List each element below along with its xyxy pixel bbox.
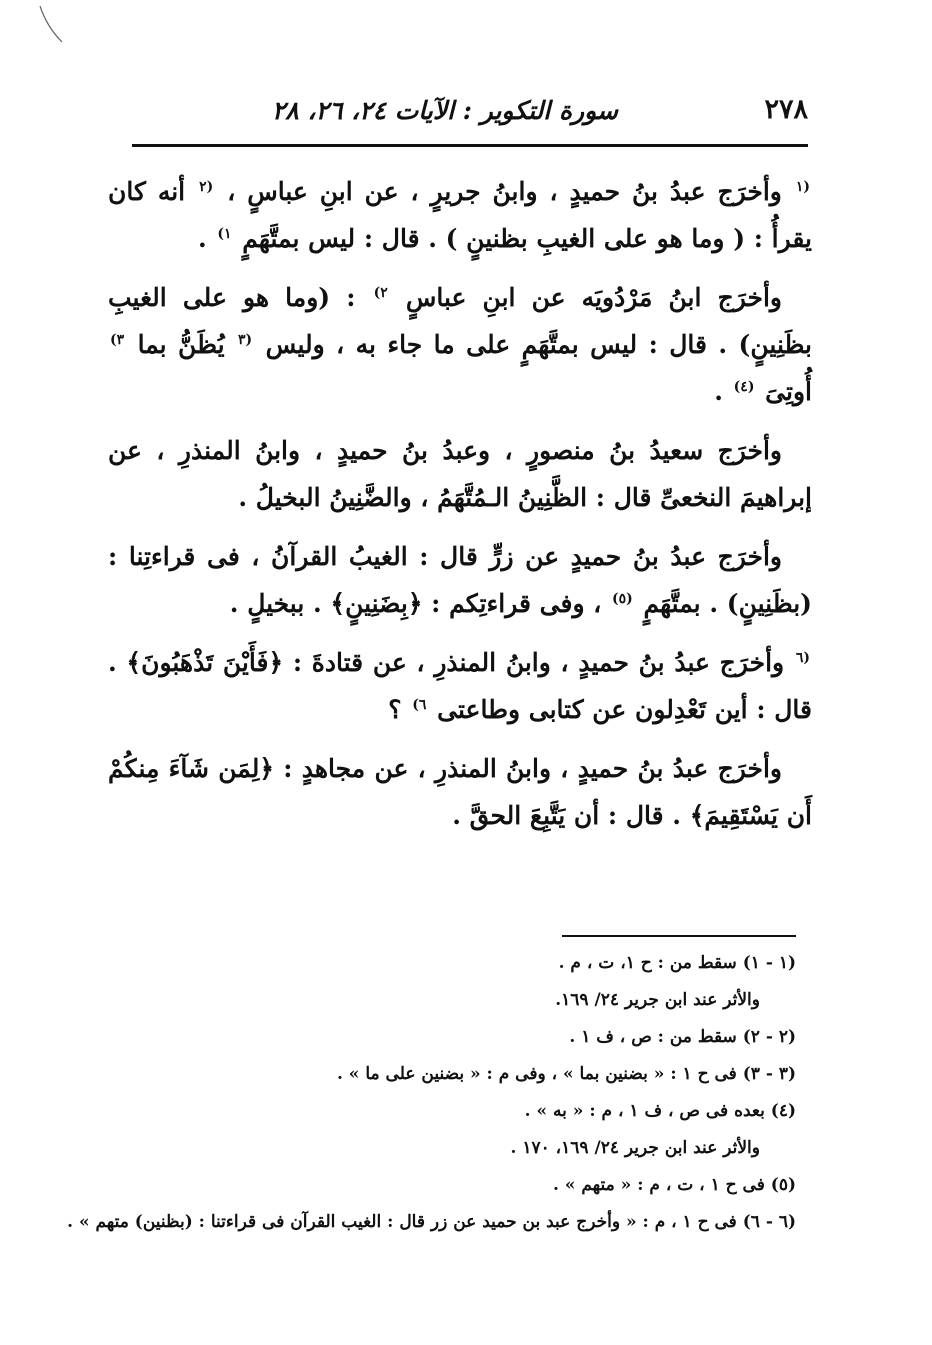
running-title: سورة التكوير : الآيات ٢٤، ٢٦، ٢٨	[271, 96, 618, 125]
page-number: ٢٧٨	[764, 94, 808, 125]
header-rule	[132, 144, 808, 147]
paragraph-1	[108, 168, 812, 262]
paragraph-3	[108, 427, 812, 521]
paragraph-6	[108, 745, 812, 839]
paragraph-text: وأخرَج عبدُ بنُ حميدٍ عن زرٍّ قال : الغيبُ القرآنُ ، فى قراءتِنا : (بظَنِينٍ) . بمتَّهَمٍ	[108, 542, 812, 618]
paragraph-text: وأخرَج سعيدُ بنُ منصورٍ ، وعبدُ بنُ حميدٍ ، وابنُ المنذرِ ، عن إبراهيمَ النخعىِّ قال : الظَّنِينُ الـمُتَّهَمُ ، والضَّنِينُ البخيلُ .	[108, 436, 812, 512]
paragraph-text: .	[197, 224, 207, 253]
footnote-ref: (٥)	[612, 590, 633, 607]
page-header	[132, 92, 808, 132]
paragraph-text: وأخرَج عبدُ بنُ حميدٍ ، وابنُ جريرٍ ، عن ابنِ عباسٍ ،	[227, 177, 782, 206]
body-text	[108, 168, 812, 851]
footnote-ref: (٤)	[733, 378, 755, 395]
paragraph-4	[108, 533, 812, 627]
paragraph-text: وأخرَج عبدُ بنُ حميدٍ ، وابنُ المنذرِ ، عن مجاهدٍ : ﴿لِمَن شَآءَ مِنكُمْ أَن يَسْتَقِيمَ﴾ . قال : أن يَتَّبِعَ الحقَّ .	[108, 754, 812, 830]
footnote-ref: (٣	[238, 331, 253, 348]
footnote-ref: (١	[795, 178, 810, 195]
footnote: والأثر عند ابن جرير ٢٤/ ١٦٩، ١٧٠ .	[510, 1138, 760, 1158]
footnote: (١ - ١) سقط من : ح ١، ت ، م .	[558, 953, 796, 973]
footnote-rule	[562, 935, 796, 937]
page-corner-mark	[38, 4, 64, 44]
footnote-ref: ٦)	[412, 696, 427, 713]
paragraph-text: وأخرَج ابنُ مَرْدُويَه عن ابنِ عباسٍ	[405, 283, 782, 312]
paragraph-text: : (وما هو على الغيبِ بظَنِينٍ) . قال : ليس بمتَّهَمٍ على ما جاء به ، وليس	[108, 283, 812, 359]
footnote: (٤) بعده فى ص ، ف ١ ، م : « به » .	[524, 1101, 796, 1121]
footnote-ref: ٢)	[373, 284, 388, 301]
footnote: والأثر عند ابن جرير ٢٤/ ١٦٩.	[555, 990, 760, 1010]
paragraph-5	[108, 639, 812, 733]
footnote: (٣ - ٣) فى ح ١ : « بضنين بما » ، وفى م : « بضنين على ما » .	[336, 1064, 796, 1084]
footnote-ref: ١)	[217, 225, 232, 242]
paragraph-text: .	[714, 377, 723, 406]
paragraph-2	[108, 274, 812, 415]
paragraph-text: وأخرَج عبدُ بنُ حميدٍ ، وابنُ المنذرِ ، عن قتادةَ : ﴿فَأَيْنَ تَذْهَبُونَ﴾ . قال : أين تَعْدِلون عن كتابى وطاعتى	[108, 648, 812, 724]
paragraph-text: ؟	[388, 695, 402, 724]
paragraph-text: يُظَنُّ بما	[137, 330, 225, 359]
footnotes	[67, 948, 796, 1244]
footnote: (٦ - ٦) فى ح ١ ، م : « وأخرج عبد بن حميد عن زر قال : الغيب القرآن فى قراءتنا : (بظنين) متهم » .	[67, 1212, 796, 1232]
footnote: (٢ - ٢) سقط من : ص ، ف ١ .	[569, 1027, 796, 1047]
paragraph-text: أنه كان يقرأُ : ( وما هو على الغيبِ بظنينٍ ) . قال : ليس بمتَّهَمٍ	[108, 177, 812, 253]
footnote-ref: ٣)	[110, 331, 125, 348]
footnote-ref: (٢	[199, 178, 214, 195]
footnote: (٥) فى ح ١ ، ت ، م : « متهم » .	[552, 1175, 796, 1195]
paragraph-text: أُوتِىَ	[765, 377, 812, 406]
footnote-ref: (٦	[795, 649, 810, 666]
paragraph-text: ، وفى قراءتِكم : ﴿بِضَنِينٍ﴾ . ببخيلٍ .	[229, 589, 602, 618]
